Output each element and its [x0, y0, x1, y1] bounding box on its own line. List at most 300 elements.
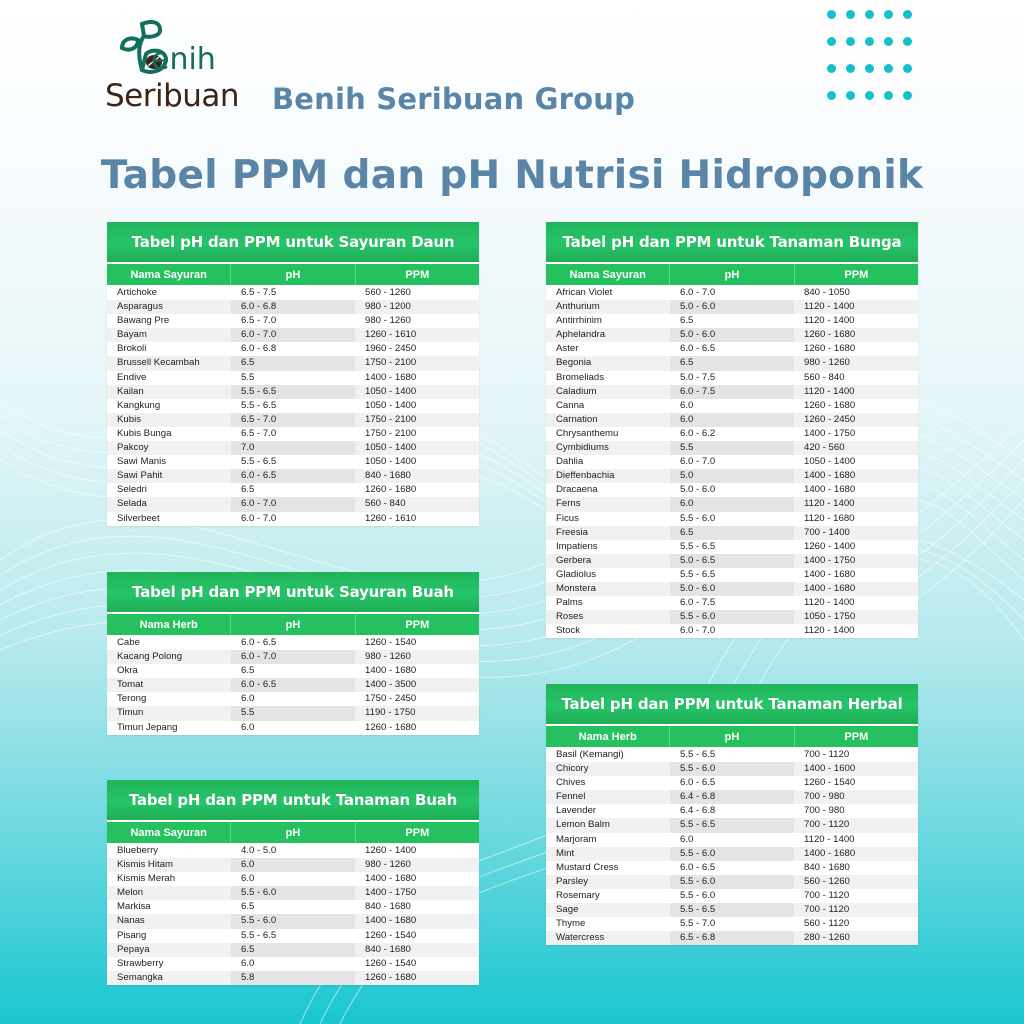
cell-ph: 6.0 - 6.5	[241, 637, 277, 648]
cell-name: Dracaena	[556, 484, 598, 496]
table-row	[546, 596, 918, 610]
cell-ph: 6.5	[680, 315, 694, 327]
dot-icon	[846, 10, 855, 19]
cell-name: Bayam	[117, 329, 147, 341]
cell-ppm: 1400 - 1680	[365, 915, 417, 927]
column-header-name: Nama Sayuran	[546, 264, 670, 285]
column-header-ppm: PPM	[405, 268, 430, 281]
cell-ppm: 1400 - 3500	[365, 679, 417, 691]
cell-ph: 5.5 - 6.5	[241, 456, 277, 468]
cell-ppm: 1750 - 2450	[365, 693, 417, 705]
cell-ppm: 1260 - 1680	[365, 971, 417, 983]
table-body	[107, 285, 479, 526]
cell-ppm: 700 - 980	[804, 805, 845, 817]
table-row	[107, 721, 479, 735]
cell-name: Watercress	[556, 932, 605, 944]
cell-ppm: 840 - 1680	[804, 861, 850, 873]
cell-ph: 5.0	[670, 469, 794, 483]
cell-name: Dieffenbachia	[556, 470, 615, 482]
table-row	[546, 903, 918, 917]
table-row	[546, 356, 918, 370]
table-row	[107, 413, 479, 427]
cell-name: Selada	[117, 498, 147, 510]
cell-ph: 6.0 - 7.5	[670, 385, 794, 399]
table-row	[546, 455, 918, 469]
cell-ph: 5.5 - 6.0	[231, 886, 355, 900]
cell-ppm: 1050 - 1400	[804, 456, 856, 468]
table-row	[107, 886, 479, 900]
cell-ph: 6.0 - 7.0	[231, 328, 355, 342]
dot-icon	[884, 37, 893, 46]
cell-name: Melon	[117, 887, 144, 899]
table-row	[107, 314, 479, 328]
cell-name: Kacang Polong	[117, 651, 183, 663]
cell-ppm: 1050 - 1750	[804, 611, 856, 623]
cell-ppm: 1120 - 1400	[804, 498, 855, 510]
cell-name: Seledri	[117, 484, 147, 496]
cell-ppm: 1120 - 1400	[804, 597, 855, 609]
table-header-row	[107, 614, 479, 635]
table-row	[546, 497, 918, 511]
table-row	[107, 929, 479, 943]
table-row	[107, 914, 479, 928]
table-row	[107, 872, 479, 886]
cell-name: Aphelandra	[556, 329, 606, 341]
cell-ph: 6.0 - 7.0	[231, 497, 355, 511]
cell-name: Kubis	[117, 413, 141, 425]
column-header-ppm: PPM	[405, 618, 430, 631]
table-row	[546, 328, 918, 342]
cell-ph: 5.0 - 6.0	[680, 484, 716, 496]
cell-name: Ficus	[556, 512, 579, 524]
cell-ppm: 560 - 1260	[804, 875, 850, 887]
cell-ppm: 1400 - 1680	[804, 484, 856, 496]
dot-icon	[865, 64, 874, 73]
table-row	[107, 300, 479, 314]
cell-name: Silverbeet	[117, 512, 160, 524]
table-row	[107, 943, 479, 957]
cell-ph: 6.0 - 7.0	[680, 287, 716, 298]
cell-ppm: 1260 - 1680	[365, 721, 417, 733]
table-row	[546, 568, 918, 582]
column-header-ph: pH	[670, 264, 794, 285]
cell-name: Monstera	[556, 582, 596, 594]
table-row	[546, 931, 918, 945]
column-header-ph: pH	[231, 614, 355, 635]
table-row	[107, 342, 479, 356]
cell-ph: 6.5	[241, 665, 255, 677]
cell-ppm: 420 - 560	[804, 442, 845, 454]
cell-ppm: 1400 - 1750	[804, 427, 856, 439]
cell-name: Blueberry	[117, 845, 159, 856]
table-row	[546, 804, 918, 818]
cell-ppm: 1400 - 1680	[365, 873, 417, 885]
table-header-row	[107, 264, 479, 285]
cell-ph: 5.0 - 6.0	[670, 582, 794, 596]
cell-ppm: 840 - 1680	[365, 901, 411, 913]
cell-ph: 6.0 - 7.0	[680, 456, 716, 468]
column-header-ppm: PPM	[844, 730, 869, 743]
cell-name: Chrysanthemu	[556, 427, 619, 439]
cell-ph: 5.0 - 6.0	[670, 328, 794, 342]
cell-ph: 5.5 - 6.5	[680, 540, 716, 552]
cell-name: Caladium	[556, 385, 597, 397]
cell-ph: 6.5	[231, 356, 355, 370]
cell-ph: 6.0 - 7.5	[680, 597, 716, 609]
cell-ppm: 280 - 1260	[804, 932, 850, 944]
dot-icon	[827, 10, 836, 19]
dot-icon	[884, 91, 893, 100]
table-tanaman-bunga	[546, 222, 918, 638]
cell-ph: 6.0 - 6.2	[680, 427, 716, 439]
cell-ppm: 1120 - 1400	[804, 833, 855, 845]
cell-ph: 5.0 - 7.5	[680, 371, 716, 383]
column-header-ph: pH	[231, 264, 355, 285]
cell-name: Basil (Kemangi)	[556, 749, 624, 760]
cell-name: Parsley	[556, 875, 588, 887]
cell-ph: 6.5	[241, 484, 255, 496]
cell-ph: 6.0	[670, 497, 794, 511]
cell-ppm: 1260 - 2450	[804, 413, 856, 425]
table-row	[546, 861, 918, 875]
cell-ph: 6.4 - 6.8	[680, 805, 716, 817]
column-header-name: Nama Herb	[107, 614, 231, 635]
cell-ph: 5.5 - 6.0	[680, 512, 716, 524]
cell-ph: 5.5 - 6.5	[241, 929, 277, 941]
table-row	[546, 427, 918, 441]
table-row	[107, 678, 479, 692]
column-header-ppm: PPM	[405, 826, 430, 839]
cell-ph: 6.5 - 7.0	[241, 427, 277, 439]
cell-ppm: 1400 - 1680	[365, 371, 417, 383]
table-row	[546, 300, 918, 314]
cell-ppm: 560 - 840	[804, 371, 845, 383]
cell-name: Stock	[556, 625, 580, 637]
table-row	[107, 356, 479, 370]
dot-icon	[903, 37, 912, 46]
cell-name: Aster	[556, 343, 579, 355]
cell-name: Carnation	[556, 413, 598, 425]
cell-ph: 6.0 - 6.5	[231, 469, 355, 483]
table-row	[107, 469, 479, 483]
column-header-ph: pH	[231, 822, 355, 843]
cell-ppm: 560 - 1260	[365, 287, 411, 298]
cell-ppm: 1260 - 1400	[804, 540, 856, 552]
cell-name: Kangkung	[117, 399, 161, 411]
dot-icon	[827, 64, 836, 73]
logo-text-seribuan: Seribuan	[105, 78, 240, 114]
cell-ppm: 1260 - 1680	[804, 399, 856, 411]
table-row	[546, 889, 918, 903]
cell-ppm: 560 - 1120	[804, 918, 850, 930]
table-row	[107, 483, 479, 497]
table-row	[546, 833, 918, 847]
table-title: Tabel pH dan PPM untuk Sayuran Daun	[107, 222, 479, 264]
cell-name: Timun Jepang	[117, 721, 178, 733]
table-body	[546, 285, 918, 638]
cell-ph: 6.0	[680, 399, 694, 411]
cell-ppm: 1050 - 1400	[365, 442, 417, 454]
cell-ph: 6.0 - 7.0	[241, 512, 277, 524]
cell-name: Roses	[556, 611, 584, 623]
cell-ph: 6.0 - 6.8	[241, 343, 277, 355]
cell-ph: 5.5 - 6.0	[670, 847, 794, 861]
cell-ph: 5.8	[231, 971, 355, 985]
cell-ph: 6.0 - 7.0	[680, 625, 716, 637]
cell-name: Gerbera	[556, 554, 592, 566]
cell-ppm: 980 - 1260	[365, 859, 411, 871]
cell-ppm: 1400 - 1680	[365, 665, 417, 677]
table-sayuran-daun	[107, 222, 479, 526]
cell-ppm: 980 - 1260	[365, 651, 411, 663]
cell-ph: 5.0 - 6.0	[670, 300, 794, 314]
cell-name: Sawi Manis	[117, 456, 167, 468]
cell-name: Kubis Bunga	[117, 427, 172, 439]
cell-ppm: 1260 - 1540	[365, 929, 417, 941]
cell-ppm: 1190 - 1750	[365, 707, 416, 719]
table-row	[107, 441, 479, 455]
cell-ppm: 1260 - 1680	[804, 329, 856, 341]
table-title: Tabel pH dan PPM untuk Tanaman Herbal	[546, 684, 918, 726]
group-name: Benih Seribuan Group	[272, 82, 636, 116]
dot-icon	[827, 91, 836, 100]
dot-icon	[846, 91, 855, 100]
cell-name: Sage	[556, 904, 579, 916]
table-row	[107, 971, 479, 985]
table-row	[107, 900, 479, 914]
table-row	[546, 371, 918, 385]
cell-ph: 5.5 - 6.5	[680, 568, 716, 580]
cell-ph: 4.0 - 5.0	[241, 845, 277, 856]
cell-name: Gladiolus	[556, 568, 596, 580]
table-row	[546, 413, 918, 427]
dot-icon	[865, 10, 874, 19]
cell-ph: 6.0	[670, 413, 794, 427]
cell-ppm: 840 - 1050	[804, 287, 850, 298]
cell-ph: 6.5	[241, 901, 255, 913]
cell-ppm: 700 - 1120	[804, 749, 850, 760]
table-row	[107, 664, 479, 678]
cell-ppm: 1260 - 1680	[804, 343, 856, 355]
cell-ph: 5.5 - 6.5	[241, 399, 277, 411]
cell-ph: 6.0 - 6.5	[680, 777, 716, 789]
cell-name: Ferns	[556, 498, 581, 510]
cell-name: Strawberry	[117, 957, 164, 969]
cell-ppm: 700 - 980	[804, 791, 845, 803]
cell-name: Thyme	[556, 918, 586, 930]
table-row	[546, 512, 918, 526]
cell-ph: 6.0 - 7.0	[231, 650, 355, 664]
cell-name: Palms	[556, 597, 583, 609]
cell-ppm: 980 - 1260	[365, 315, 411, 327]
cell-ph: 6.5	[670, 356, 794, 370]
cell-ph: 5.5 - 6.0	[670, 762, 794, 776]
table-row	[107, 286, 479, 300]
table-row	[546, 748, 918, 762]
cell-name: Freesia	[556, 526, 588, 538]
cell-ph: 5.5 - 6.5	[670, 903, 794, 917]
cell-ph: 6.5	[670, 526, 794, 540]
cell-name: Markisa	[117, 901, 151, 913]
cell-ph: 6.0	[680, 833, 694, 845]
dot-icon	[827, 37, 836, 46]
cell-ppm: 1960 - 2450	[365, 343, 417, 355]
dot-icon	[865, 91, 874, 100]
cell-ph: 6.5 - 7.0	[231, 413, 355, 427]
cell-ppm: 1750 - 2100	[365, 427, 417, 439]
cell-ph: 5.5	[670, 441, 794, 455]
cell-ppm: 1260 - 1540	[365, 957, 417, 969]
cell-name: Chicory	[556, 763, 589, 775]
cell-ppm: 1400 - 1600	[804, 763, 856, 775]
cell-name: Cymbidiums	[556, 442, 609, 454]
cell-ppm: 1120 - 1400	[804, 315, 855, 327]
table-row	[107, 957, 479, 971]
decorative-dot-grid	[827, 10, 912, 100]
table-row	[546, 399, 918, 413]
cell-name: Bawang Pre	[117, 315, 170, 327]
page-title: Tabel PPM dan pH Nutrisi Hidroponik	[100, 153, 924, 198]
dot-icon	[903, 64, 912, 73]
cell-name: Terong	[117, 693, 147, 705]
cell-ph: 6.5 - 6.8	[670, 931, 794, 945]
cell-name: Lemon Balm	[556, 819, 610, 831]
table-row	[107, 371, 479, 385]
table-row	[546, 624, 918, 638]
column-header-ppm: PPM	[844, 268, 869, 281]
table-row	[546, 917, 918, 931]
table-row	[546, 582, 918, 596]
cell-name: Kismis Merah	[117, 873, 176, 885]
table-row	[546, 342, 918, 356]
cell-ppm: 980 - 1260	[804, 357, 850, 369]
cell-ppm: 1400 - 1680	[804, 470, 856, 482]
cell-name: Lavender	[556, 805, 597, 817]
column-header-name: Nama Sayuran	[107, 264, 231, 285]
cell-name: Kailan	[117, 385, 144, 397]
table-row	[546, 385, 918, 399]
table-row	[546, 610, 918, 624]
cell-name: Mint	[556, 847, 575, 859]
cell-ppm: 1050 - 1400	[365, 385, 417, 397]
table-row	[546, 286, 918, 300]
table-title: Tabel pH dan PPM untuk Sayuran Buah	[107, 572, 479, 614]
table-tanaman-buah	[107, 780, 479, 985]
cell-name: Brokoli	[117, 343, 147, 355]
cell-ph: 5.5 - 6.5	[670, 818, 794, 832]
table-body	[107, 843, 479, 985]
cell-ph: 6.0	[241, 721, 255, 733]
cell-name: Antirrhinim	[556, 315, 602, 327]
table-row	[107, 650, 479, 664]
cell-ppm: 1400 - 1680	[804, 568, 856, 580]
cell-name: Bromeliads	[556, 371, 604, 383]
cell-name: Rosemary	[556, 889, 600, 901]
table-row	[546, 314, 918, 328]
cell-ph: 6.5 - 7.0	[241, 315, 277, 327]
dot-icon	[865, 37, 874, 46]
table-row	[107, 399, 479, 413]
table-row	[107, 636, 479, 650]
cell-ph: 6.4 - 6.8	[670, 790, 794, 804]
cell-name: Anthurium	[556, 301, 600, 313]
cell-name: Brussell Kecambah	[117, 357, 200, 369]
cell-ppm: 700 - 1120	[804, 904, 850, 916]
cell-ph: 5.5 - 6.5	[680, 749, 716, 760]
cell-ppm: 1050 - 1400	[365, 399, 417, 411]
cell-ph: 5.5	[241, 371, 255, 383]
table-sayuran-buah	[107, 572, 479, 735]
cell-ppm: 1260 - 1680	[365, 484, 417, 496]
cell-name: Canna	[556, 399, 585, 411]
cell-ph: 5.5 - 6.0	[680, 889, 716, 901]
cell-ppm: 1120 - 1680	[804, 512, 855, 524]
table-row	[546, 790, 918, 804]
cell-name: Semangka	[117, 971, 163, 983]
cell-name: Pakcoy	[117, 442, 149, 454]
benih-seribuan-logo	[105, 20, 245, 120]
dot-icon	[903, 91, 912, 100]
cell-name: Timun	[117, 707, 144, 719]
cell-ppm: 1750 - 2100	[365, 357, 417, 369]
table-tanaman-herbal	[546, 684, 918, 945]
table-row	[546, 526, 918, 540]
cell-name: Sawi Pahit	[117, 470, 163, 482]
column-header-name: Nama Herb	[546, 726, 670, 747]
column-header-name: Nama Sayuran	[107, 822, 231, 843]
cell-ppm: 1750 - 2100	[365, 413, 417, 425]
table-row	[546, 540, 918, 554]
cell-ppm: 700 - 1120	[804, 819, 850, 831]
cell-ppm: 1120 - 1400	[804, 301, 855, 313]
cell-name: Begonia	[556, 357, 592, 369]
table-row	[546, 776, 918, 790]
cell-name: Okra	[117, 665, 138, 677]
cell-name: Fennel	[556, 791, 586, 803]
cell-name: African Violet	[556, 287, 613, 298]
cell-ph: 6.5 - 7.5	[241, 287, 277, 298]
table-header-row	[107, 822, 479, 843]
cell-ppm: 1400 - 1750	[365, 887, 417, 899]
table-row	[107, 455, 479, 469]
dot-icon	[903, 10, 912, 19]
cell-ph: 5.5 - 7.0	[680, 918, 716, 930]
table-row	[107, 706, 479, 720]
dot-icon	[846, 64, 855, 73]
table-row	[107, 844, 479, 858]
table-row	[546, 762, 918, 776]
cell-ph: 5.5	[231, 706, 355, 720]
table-row	[107, 692, 479, 706]
table-row	[546, 441, 918, 455]
cell-name: Endive	[117, 371, 147, 383]
cell-name: Impatiens	[556, 540, 598, 552]
table-row	[546, 847, 918, 861]
cell-ppm: 840 - 1680	[365, 470, 411, 482]
cell-name: Kismis Hitam	[117, 859, 173, 871]
table-body	[107, 635, 479, 735]
cell-name: Cabe	[117, 637, 140, 648]
cell-ppm: 1400 - 1680	[804, 847, 856, 859]
table-row	[546, 875, 918, 889]
cell-name: Artichoke	[117, 287, 157, 298]
cell-ph: 5.5 - 6.5	[231, 385, 355, 399]
cell-name: Nanas	[117, 915, 145, 927]
table-row	[107, 858, 479, 872]
cell-ppm: 1260 - 1400	[365, 845, 417, 856]
cell-ppm: 560 - 840	[365, 498, 406, 510]
cell-ppm: 1260 - 1540	[365, 637, 417, 648]
